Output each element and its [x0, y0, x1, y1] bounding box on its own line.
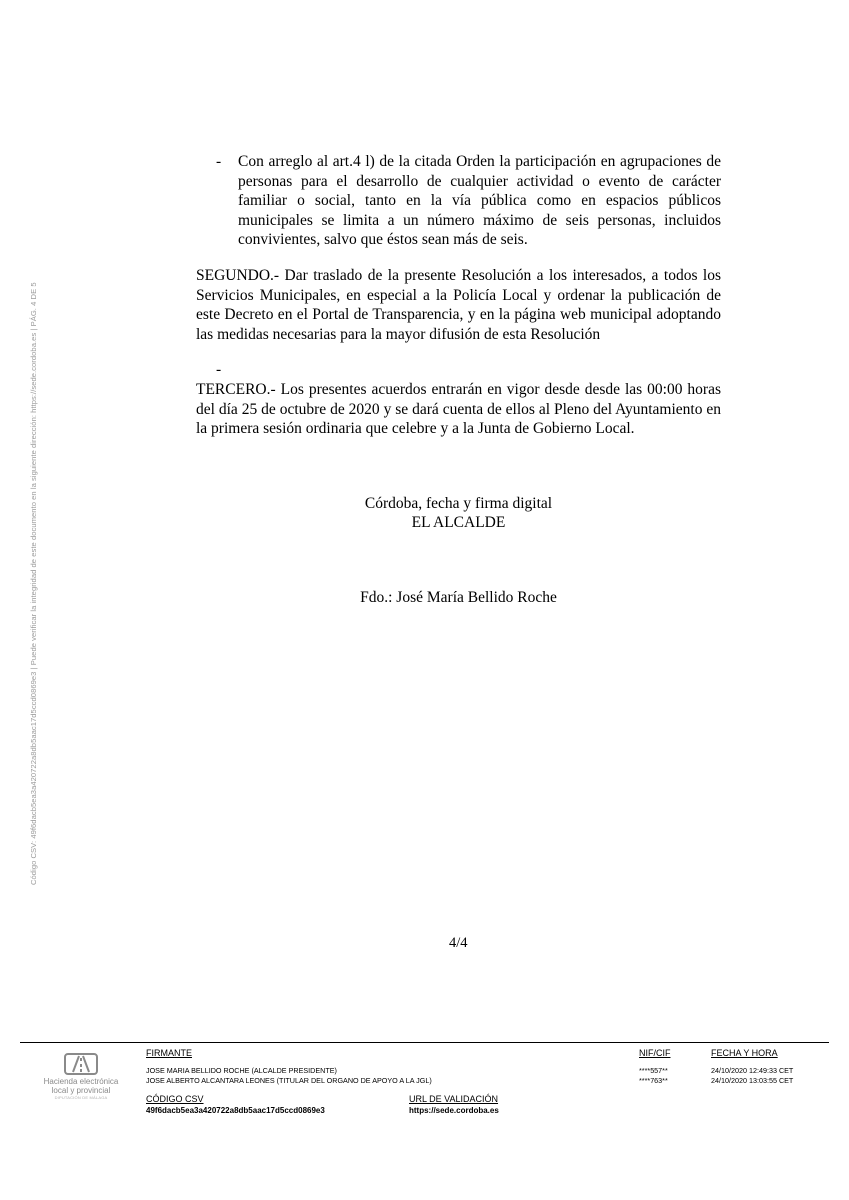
signer-date: 24/10/2020 13:03:55 CET — [711, 1076, 794, 1085]
logo-text-line3: DIPUTACIÓN DE MÁLAGA — [54, 1095, 108, 1100]
tercero-paragraph: TERCERO.- Los presentes acuerdos entrarán en vigor desde desde las 00:00 horas del día 25 de octubre de 2020 y se dará cuenta de ellos al Pleno del Ayuntamiento en la primera sesión ordinaria que celebre y a la Junta de Gobierno Local. — [196, 381, 721, 437]
firmante-header: FIRMANTE — [146, 1048, 192, 1058]
csv-code: 49f6dacb5ea3a420722a8db5aac17d5ccd0869e3 — [146, 1106, 325, 1115]
url-header: URL DE VALIDACIÓN — [409, 1094, 499, 1104]
closing-line: Córdoba, fecha y firma digital — [364, 495, 553, 512]
signer-name: JOSE MARIA BELLIDO ROCHE (ALCALDE PRESIDENTE) — [146, 1066, 337, 1075]
signer-title: EL ALCALDE — [411, 514, 506, 531]
stray-dash: - — [216, 361, 222, 378]
footer-divider — [20, 1042, 829, 1043]
hacienda-logo — [34, 1053, 128, 1109]
signer-date: 24/10/2020 12:49:33 CET — [711, 1066, 794, 1075]
signer-name: JOSE ALBERTO ALCANTARA LEONES (TITULAR DEL ORGANO DE APOYO A LA JGL) — [146, 1076, 432, 1085]
logo-text-line1: Hacienda electrónica — [43, 1077, 119, 1086]
page-number: 4/4 — [449, 935, 468, 951]
road-logo-icon — [64, 1053, 98, 1075]
fecha-header: FECHA Y HORA — [711, 1048, 778, 1058]
validation-url-link[interactable]: https://sede.cordoba.es — [409, 1106, 499, 1115]
logo-text-line2: local y provincial — [51, 1086, 111, 1095]
nif-header: NIF/CIF — [639, 1048, 671, 1058]
segundo-paragraph: SEGUNDO.- Dar traslado de la presente Resolución a los interesados, a todos los Servicios Municipales, en especial a la Policía Local y ordenar la publicación de este Decreto en el Portal de Transparencia, y en la página web municipal adoptando las medidas necesarias para la mayor difusión de esta Resolución — [196, 267, 721, 343]
signature-line: Fdo.: José María Bellido Roche — [360, 589, 557, 606]
csv-header: CÓDIGO CSV — [146, 1094, 204, 1104]
signer-nif: ****763** — [639, 1076, 668, 1085]
bullet-paragraph: Con arreglo al art.4 l) de la citada Orden la participación en agrupaciones de personas para el desarrollo de cualquier actividad o evento de carácter familiar o social, tanto en la vía pública como en espacios públicos municipales se limita a un número máximo de seis personas, incluidos convivientes, salvo que éstos sean más de seis. — [238, 153, 721, 248]
bullet-marker: - — [216, 153, 222, 170]
csv-verification-side-note: Código CSV: 49f6dacb5ea3a420722a8db5aac17d5ccd0869e3 | Puede verificar la integridad de este documento en la siguiente dirección: https://sede.cordoba.es | PÁG. 4 DE 5 — [29, 282, 38, 885]
signer-nif: ****557** — [639, 1066, 668, 1075]
